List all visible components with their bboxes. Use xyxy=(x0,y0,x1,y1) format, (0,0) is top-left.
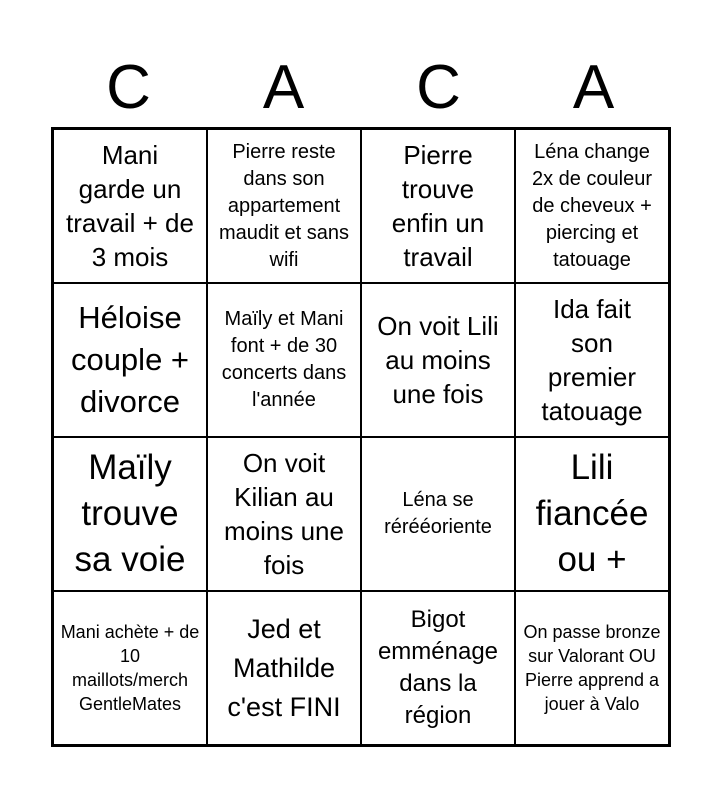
header-letter: A xyxy=(262,53,305,122)
bingo-cell[interactable] xyxy=(515,591,669,745)
bingo-cell[interactable] xyxy=(515,129,669,283)
bingo-cell[interactable] xyxy=(515,283,669,437)
bingo-cell-text: Léna change 2x de couleur de cheveux + piercing et tatouage xyxy=(531,140,653,271)
bingo-cell[interactable] xyxy=(361,591,515,745)
bingo-cell[interactable] xyxy=(207,591,361,745)
bingo-cell-text: Bigot emménage dans la région xyxy=(377,606,499,729)
bingo-cell[interactable] xyxy=(207,283,361,437)
bingo-cell-text: Jed et Mathilde c'est FINI xyxy=(227,613,341,722)
bingo-cell-text: On passe bronze sur Valorant OU Pierre apprend a jouer à Valo xyxy=(523,622,661,714)
bingo-cell[interactable] xyxy=(53,437,207,591)
bingo-cell-text: Mani garde un travail + de 3 mois xyxy=(66,140,194,272)
header-letter: C xyxy=(106,53,151,122)
bingo-board xyxy=(51,127,671,747)
bingo-cell[interactable] xyxy=(53,591,207,745)
bingo-cell-text: On voit Kilian au moins une fois xyxy=(224,448,344,580)
header-letter: C xyxy=(416,53,461,122)
bingo-cell-text: Mani achète + de 10 maillots/merch GentleMates xyxy=(60,622,200,714)
header-letter: A xyxy=(572,53,615,122)
bingo-cell-text: Pierre reste dans son appartement maudit et sans wifi xyxy=(218,140,350,271)
bingo-cell-text: Maïly et Mani font + de 30 concerts dans l'année xyxy=(221,308,347,411)
bingo-cell[interactable] xyxy=(361,283,515,437)
bingo-cell-text: Léna se rérééoriente xyxy=(384,489,492,538)
bingo-cell-text: Pierre trouve enfin un travail xyxy=(391,140,485,272)
bingo-cell-text: Lili fiancée ou + xyxy=(535,448,649,579)
bingo-cell-text: Ida fait son premier tatouage xyxy=(541,294,643,426)
bingo-cell-text: On voit Lili au moins une fois xyxy=(377,311,499,409)
bingo-cell-text: Héloise couple + divorce xyxy=(70,300,190,419)
bingo-cell[interactable] xyxy=(53,129,207,283)
bingo-cell[interactable] xyxy=(207,437,361,591)
bingo-cell[interactable] xyxy=(515,437,669,591)
bingo-cell-text: Maïly trouve sa voie xyxy=(74,448,186,579)
bingo-header xyxy=(51,48,671,128)
bingo-cell[interactable] xyxy=(207,129,361,283)
bingo-cell[interactable] xyxy=(361,437,515,591)
bingo-cell[interactable] xyxy=(361,129,515,283)
bingo-cell[interactable] xyxy=(53,283,207,437)
